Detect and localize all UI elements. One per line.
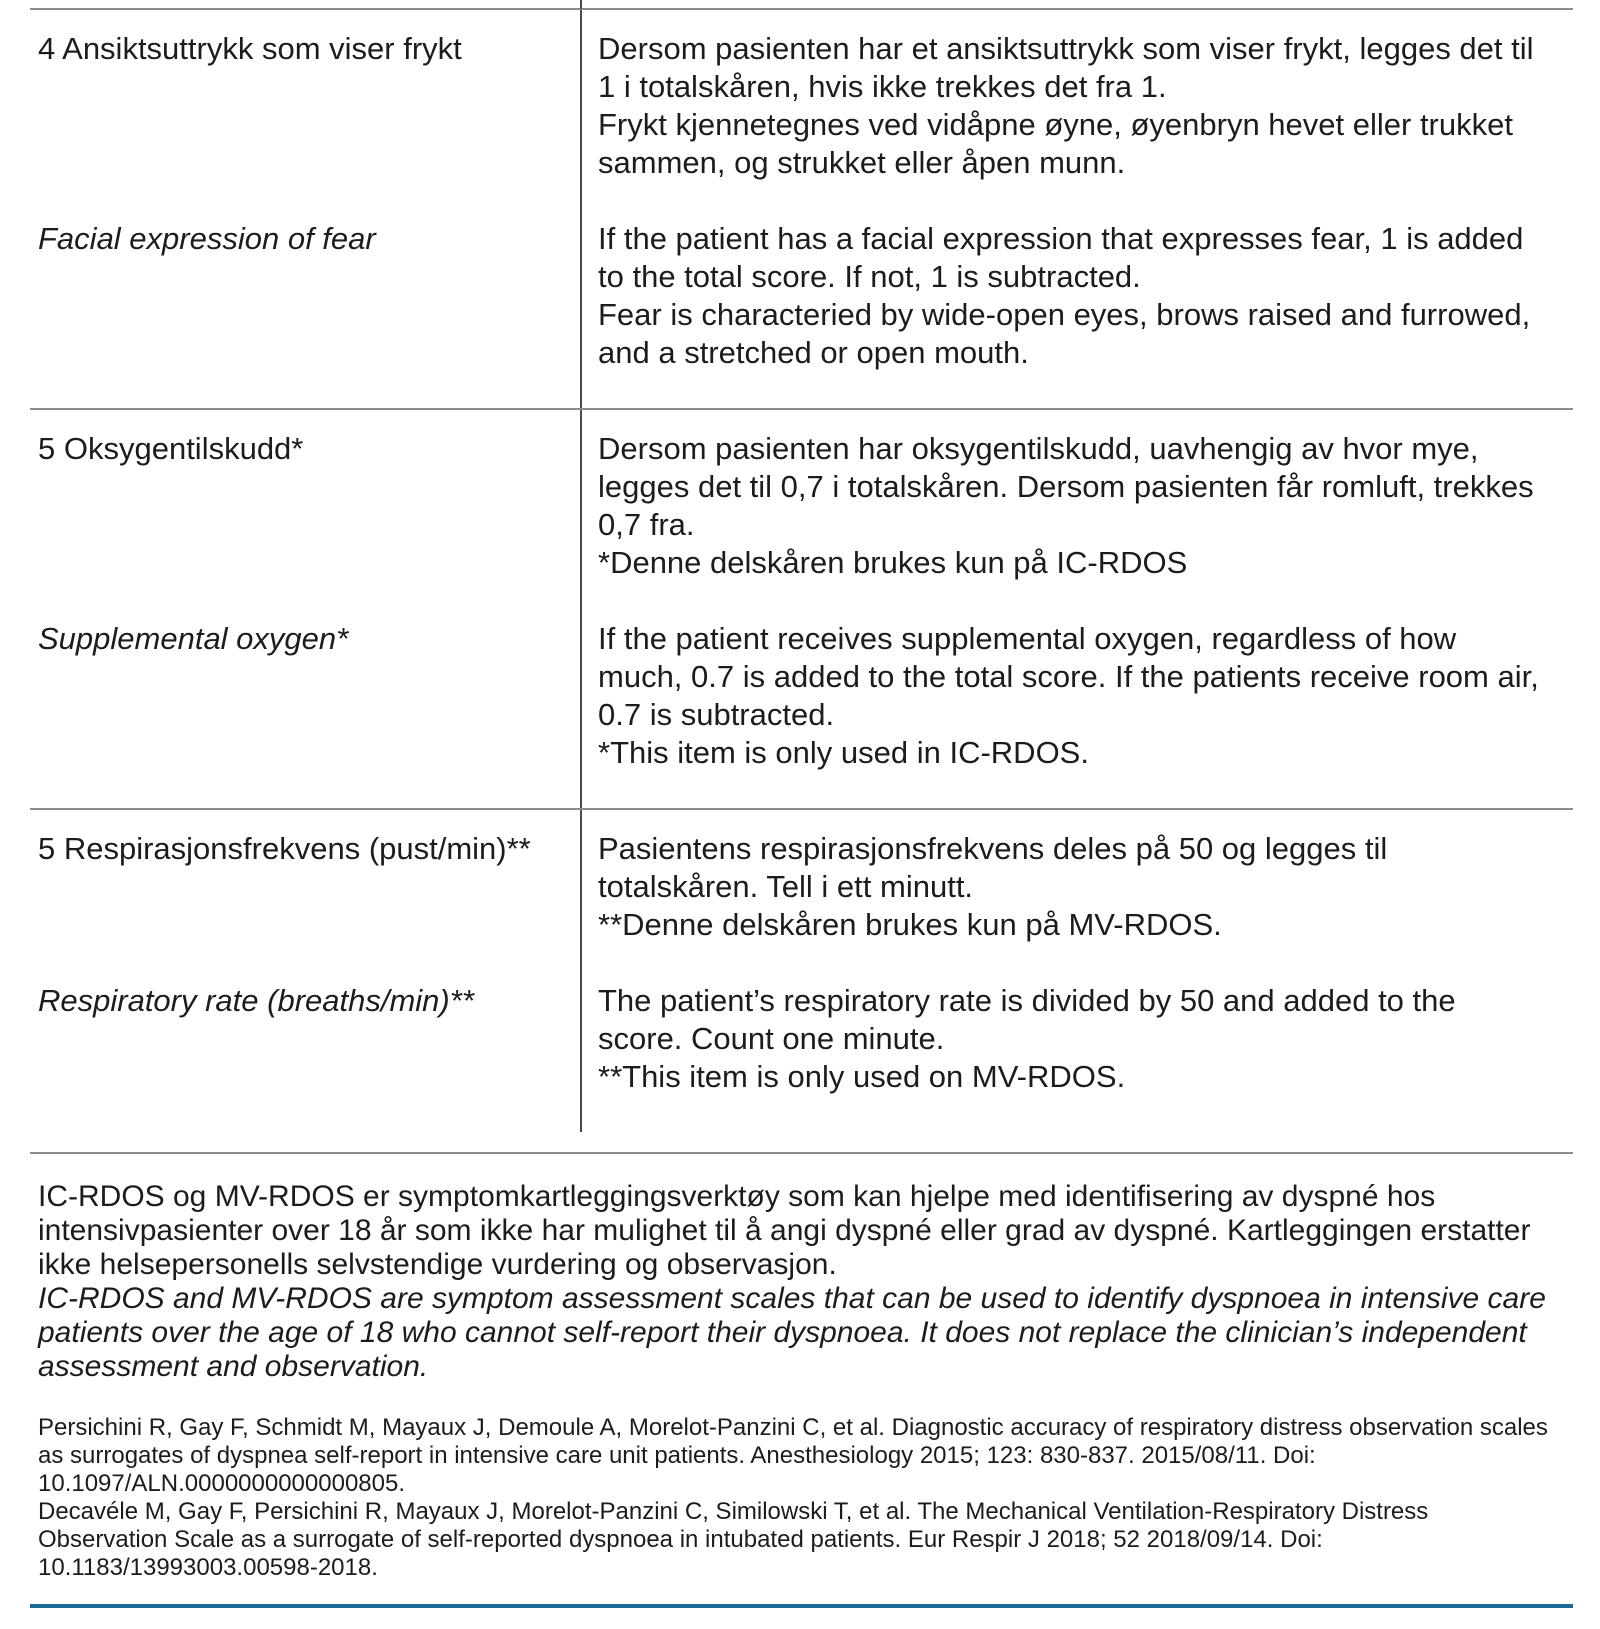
row-label-no: 5 Respirasjonsfrekvens (pust/min)** <box>38 831 531 866</box>
text-line: Frykt kjennetegnes ved vidåpne øyne, øyenbryn hevet eller trukket sammen, og strukket eller åpen munn. <box>598 107 1513 180</box>
text-line: If the patient receives supplemental oxygen, regardless of how much, 0.7 is added to the total score. If the patients receive room air, 0.7 is subtracted. <box>598 621 1539 732</box>
table-row-respiratory-rate <box>30 810 1573 1132</box>
text-line: Fear is characteried by wide-open eyes, brows raised and furrowed, and a stretched or open mouth. <box>598 297 1531 370</box>
footer-note-en: IC-RDOS and MV-RDOS are symptom assessment scales that can be used to identify dyspnoea in intensive care patients over the age of 18 who cannot self-report their dyspnoea. It does not replace the clinician’s independent assessment and observation. <box>38 1282 1546 1383</box>
text-line: **Denne delskåren brukes kun på MV-RDOS. <box>598 907 1222 942</box>
row-text-no <box>580 410 1573 620</box>
text-line: Dersom pasienten har et ansiktsuttrykk som viser frykt, legges det til 1 i totalskåren, hvis ikke trekkes det fra 1. <box>598 31 1534 104</box>
footer-note-no: IC-RDOS og MV-RDOS er symptomkartleggingsverktøy som kan hjelpe med identifisering av dyspné hos intensivpasienter over 18 år som ikke har mulighet til å angi dyspné eller grad av dyspné. Kartleggingen erstatter ikke helsepersonells selvstendige vurdering og observasjon. <box>38 1180 1531 1281</box>
row-text-no <box>580 10 1573 220</box>
row-label-en: Supplemental oxygen* <box>38 621 349 656</box>
row-text-en <box>580 982 1573 1132</box>
text-line: If the patient has a facial expression that expresses fear, 1 is added to the total score. If not, 1 is subtracted. <box>598 221 1524 294</box>
footer-note <box>30 1154 1573 1384</box>
rdos-table <box>30 8 1573 1132</box>
text-line: **This item is only used on MV-RDOS. <box>598 1059 1126 1094</box>
row-label-en: Respiratory rate (breaths/min)** <box>38 983 474 1018</box>
text-line: *This item is only used in IC-RDOS. <box>598 735 1089 770</box>
text-line: *Denne delskåren brukes kun på IC-RDOS <box>598 545 1188 580</box>
row-text-no <box>580 810 1573 982</box>
text-line: The patient’s respiratory rate is divided by 50 and added to the score. Count one minute. <box>598 983 1456 1056</box>
row-label-no: 4 Ansiktsuttrykk som viser frykt <box>38 31 462 66</box>
text-line: Pasientens respirasjonsfrekvens deles på 50 og legges til totalskåren. Tell i ett minutt. <box>598 831 1388 904</box>
bottom-accent-rule <box>30 1604 1573 1608</box>
references <box>30 1384 1573 1582</box>
row-text-en <box>580 220 1573 408</box>
row-label-no: 5 Oksygentilskudd* <box>38 431 304 466</box>
row-label-en: Facial expression of fear <box>38 221 376 256</box>
column-divider-stub <box>580 0 582 9</box>
table-row-facial-expression <box>30 10 1573 410</box>
row-text-en <box>580 620 1573 808</box>
reference-item: Persichini R, Gay F, Schmidt M, Mayaux J, Demoule A, Morelot-Panzini C, et al. Diagnostic accuracy of respiratory distress observation scales as surrogates of dyspnea self-report in intensive care unit patients. Anesthesiology 2015; 123: 830-837. 2015/08/11. Doi: 10.1097/ALN.0000000000000805. <box>38 1414 1548 1497</box>
table-row-supplemental-oxygen <box>30 410 1573 810</box>
text-line: Dersom pasienten har oksygentilskudd, uavhengig av hvor mye, legges det til 0,7 i totalskåren. Dersom pasienten får romluft, trekkes 0,7 fra. <box>598 431 1534 542</box>
reference-item: Decavéle M, Gay F, Persichini R, Mayaux J, Morelot-Panzini C, Similowski T, et al. The Mechanical Ventilation-Respiratory Distress Observation Scale as a surrogate of self-reported dyspnoea in intubated patients. Eur Respir J 2018; 52 2018/09/14. Doi: 10.1183/13993003.00598-2018. <box>38 1498 1429 1581</box>
